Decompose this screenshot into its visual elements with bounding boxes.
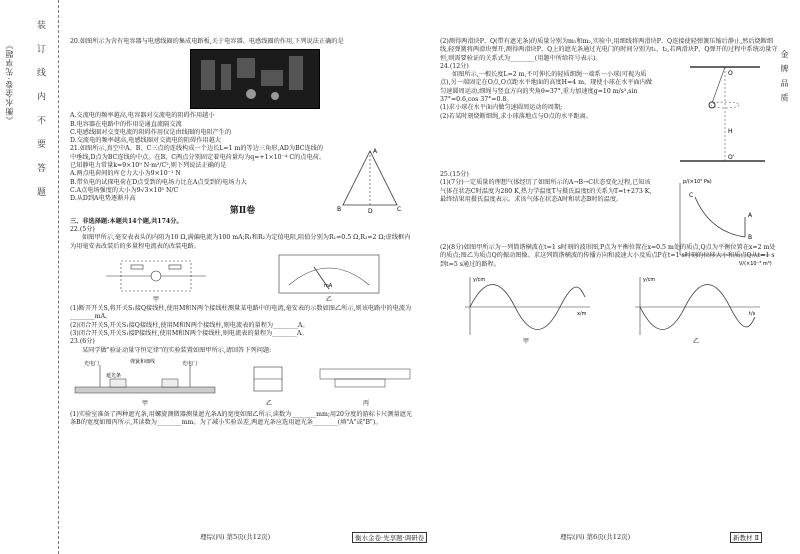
q24-part-1: (1)求小球在水平面内做匀速圆周运动的周期; — [440, 104, 563, 112]
binding-margin — [0, 0, 59, 554]
svg-text:A: A — [373, 148, 378, 156]
footer-right-page: 理综(四) 第6页(共12页) — [560, 533, 631, 541]
svg-text:p/(×10⁵ Pa): p/(×10⁵ Pa) — [683, 178, 712, 185]
q25-number: 25.(15分) — [440, 170, 469, 178]
q20-stem: 20.如图所示为含有电容器与电感线圈的集成电路板,关于电容器、电感线圈的作用,下列说法正确的是 — [70, 38, 344, 45]
svg-text:B: B — [748, 233, 753, 241]
q22-part-3: (3)闭合开关S,开关S₁接P接线柱,使用M和N两个接线柱,则电流表的量程为________A。 — [70, 329, 308, 337]
q23-number: 23.(6分) — [70, 338, 95, 346]
svg-text:D: D — [368, 208, 373, 216]
left-column — [70, 38, 415, 427]
pendulum-diagram — [670, 63, 770, 173]
q25-part-2: (2)(8分)如图甲所示为一列简谐横波在t=1 s时刻的波形图,P点为平衡位置在x=0.5 m处的质点,Q点为平衡位置在x=2 m处的质点;图乙为质点Q的振动图像。求这列简谐横波的传播方向和波速大小及质点P在t=1 s时刻的位移大小和质点Q从t=1 s到t=5 s通过的路程。 — [440, 244, 776, 268]
svg-text:t/s: t/s — [749, 311, 756, 318]
vibration-graph — [625, 273, 765, 345]
q21-stem: 21.如图所示,真空中A、B、C三点的连线构成一个边长L=1 m的等边三角形,AD为BC连线的中垂线,D点为BC连线的中点。在B、C两点分别固定着电荷量均为q=+1×10⁻⁴ C的点电荷。已知静电力常量k=9×10⁹ N·m²/C²,则下列说法正确的是 — [70, 145, 326, 170]
svg-text:乙: 乙 — [265, 399, 272, 407]
svg-text:乙: 乙 — [693, 338, 700, 346]
svg-text:mA: mA — [323, 283, 333, 290]
q21-option-c: C.A点电场强度的大小为9√3×10⁵ N/C — [70, 186, 179, 194]
svg-text:弹簧和细线: 弹簧和细线 — [130, 358, 156, 365]
quality-badge: 金 牌 品 质 — [780, 50, 789, 104]
q21-option-a: A.两点电荷间的库仑力大小为9×10⁻¹ N — [70, 170, 181, 178]
svg-text:O: O — [728, 69, 733, 77]
footer-left-page: 理综(四) 第5页(共12页) — [200, 533, 271, 541]
q22-circuit-diagram — [101, 253, 211, 303]
q24-number: 24.(12分) — [440, 62, 469, 70]
svg-text:A: A — [748, 211, 753, 219]
wave-graph — [455, 273, 595, 345]
vernier-caliper-diagram — [315, 357, 415, 409]
svg-text:遮光条: 遮光条 — [106, 372, 122, 379]
q21-option-d: D.从D到A电势逐渐升高 — [70, 195, 136, 203]
svg-text:甲: 甲 — [523, 338, 530, 346]
svg-text:O': O' — [728, 153, 735, 161]
svg-text:V/(×10⁻³ m³): V/(×10⁻³ m³) — [739, 260, 772, 267]
q20-option-a: A.交流电的频率越高,电容器对交流电的阻碍作用越小 — [70, 112, 215, 120]
q22-stem: 如图甲所示,毫安表表头的内阻为10 Ω,满偏电流为100 mA;R₁和R₂为定值电阻,阻值分别为R₁=0.5 Ω,R₂=2 Ω;虚线框内为用毫安表改装后的多量程电流表的改装电路。 — [70, 234, 411, 250]
part-two-title: 第Ⅱ卷 — [229, 205, 256, 216]
series-title: 《衡水金卷·先享题》 — [5, 40, 14, 125]
right-column — [440, 38, 780, 345]
svg-text:B: B — [337, 206, 342, 214]
q20-option-c: C.电感线圈对交变电流的阻碍作用仅是由线圈的电阻产生的 — [70, 128, 232, 136]
svg-text:丙: 丙 — [363, 399, 370, 407]
svg-text:甲: 甲 — [142, 399, 149, 407]
q22-part-2: (2)闭合开关S,开关S₁接Q接线柱,使用M和N两个接线柱,则电流表的量程为________A。 — [70, 321, 309, 329]
q21-option-b: B.带负电的试探电荷在D点受到的电场力比在A点受到的电场力大 — [70, 178, 247, 186]
q23-part-1: (1)实验室准备了两种遮光条,用螺旋测微器测量遮光条A的宽度如图乙所示,读数为________mm;用20分度的游标卡尺测量遮光条B的宽度如图丙所示,其读数为________mm。为了减小实验误差,两遮光条应选用遮光条________(填"A"或"B")。 — [70, 410, 413, 427]
svg-text:y/cm: y/cm — [473, 277, 486, 284]
q23-stem: 某同学做"验证动量守恒定律"的实验装置如图甲所示,请回答下列问题: — [82, 346, 272, 354]
svg-text:x/m: x/m — [577, 311, 587, 318]
svg-text:H: H — [728, 127, 733, 135]
air-track-apparatus — [70, 357, 220, 409]
q24-part-2: (2)若某时刻烧断细绳,求小球落地点与O点的水平距离。 — [440, 112, 592, 120]
micrometer-diagram — [248, 357, 288, 409]
svg-text:甲: 甲 — [153, 296, 160, 304]
svg-text:乙: 乙 — [325, 296, 332, 304]
q25-part-1: (1)(7分)一定质量的理想气体经历了如图所示的A→B→C状态变化过程,已知该气体在状态C时温度为280 K,热力学温度T与摄氏温度t的关系为T=t+273 K,最终结果用摄氏温度表示。求该气体在状态A时和状态B时的温度。 — [440, 179, 652, 203]
q22-part-1: (1)断开开关S,将开关S₁接Q接线柱,使用M和N两个接线柱测量某电路中的电流,毫安表的示数如图乙所示,则该电路中的电流为________mA。 — [70, 305, 412, 321]
q20-option-b: B.电容器在电路中的作用是通直流隔交流 — [70, 120, 182, 128]
pv-graph — [665, 177, 775, 267]
seal-line-text: 装 订 线 内 不 要 答 题 — [35, 20, 45, 203]
circuit-board-photo — [190, 49, 320, 109]
triangle-diagram — [335, 145, 405, 215]
footer-badge: 新教材 Ⅱ — [730, 532, 762, 543]
svg-text:光电门: 光电门 — [84, 360, 100, 367]
milliammeter-diagram — [274, 253, 384, 303]
q22-number: 22.(5分) — [70, 226, 95, 234]
q20-option-d: D.交流电的频率越高,电感线圈对交流电的阻碍作用越大 — [70, 137, 221, 145]
q24-stem: 如图所示,一根长度L=2 m,不可伸长的轻质细绳一端系一小球(可视为质点),另一端固定在O点,O点距水平地面的高度H=4 m。现使小球在水平面内做匀速圆周运动,细绳与竖直方向的夹角θ=37°,重力加速度g=10 m/s²,sin 37°=0.6,cos 37°=0.8。 — [440, 71, 653, 104]
svg-text:光电门: 光电门 — [182, 360, 198, 367]
section-heading: 三、非选择题:本题共14个题,共174分。 — [70, 217, 183, 225]
svg-text:C: C — [689, 191, 694, 199]
q23-part-2: (2)测得两滑块P、Q(带有遮光条)的质量分别为m₁和m₂,实验中,用细线将两滑块P、Q连接使轻弹簧压缩后静止,然后烧断细线,轻弹簧将两滑块弹开,测得两滑块P、Q上的遮光条通过光电门的时间分别为t₁、t₂,若两滑块P、Q弹开的过程中系统动量守恒,则需要验证的关系式为________(用题中所给符号表示)。 — [440, 38, 778, 62]
svg-text:y/cm: y/cm — [643, 277, 656, 284]
svg-text:C: C — [397, 206, 402, 214]
footer-center: 衡水金卷·先享题·调研卷 — [352, 532, 427, 543]
